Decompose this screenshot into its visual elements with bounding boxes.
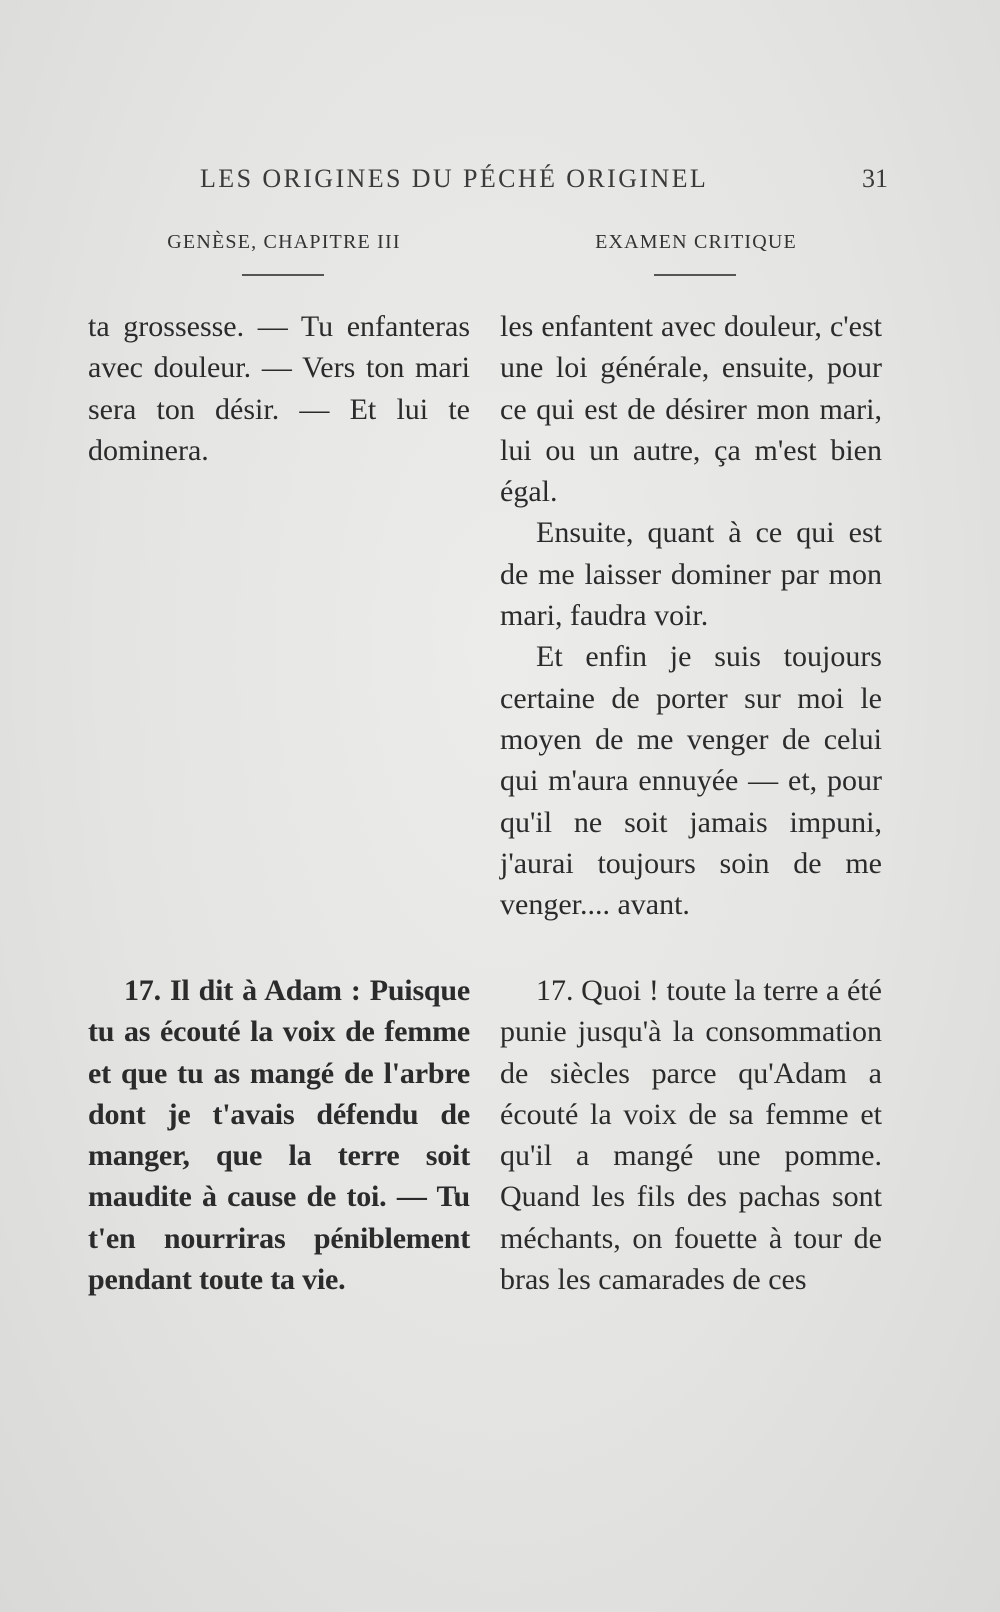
left-column-header (88, 228, 470, 276)
right-commentary-16 (500, 306, 882, 925)
left-column-heading: GENÈSE, CHAPITRE III (167, 231, 401, 253)
left-verse-17 (88, 970, 470, 1300)
left-paragraph: ta grossesse. — Tu enfanteras avec douleur. — Vers ton mari sera ton désir. — Et lui te dominera. (88, 310, 470, 467)
page-number: 31 (862, 164, 888, 193)
right-column-header (500, 228, 882, 276)
right-paragraph-2: Ensuite, quant à ce qui est de me laisser dominer par mon mari, faudra voir. (500, 516, 882, 633)
running-head (200, 164, 888, 204)
right-commentary-17 (500, 970, 882, 1300)
left-heading-rule (242, 274, 324, 276)
left-verse-17-text: 17. Il dit à Adam : Puisque tu as écouté la voix de femme et que tu as mangé de l'arbre dont je t'avais défendu de manger, que la terre soit maudite à cause de toi. — Tu t'en nourriras péniblement pendant toute ta vie. (88, 974, 470, 1297)
right-column-heading: EXAMEN CRITIQUE (595, 231, 797, 253)
right-paragraph-1: les enfantent avec douleur, c'est une loi générale, ensuite, pour ce qui est de désirer mon mari, lui ou un autre, ça m'est bien égal. (500, 310, 882, 509)
running-title: LES ORIGINES DU PÉCHÉ ORIGINEL (200, 164, 709, 193)
right-heading-rule (654, 274, 736, 276)
right-paragraph-3: Et enfin je suis toujours certaine de porter sur moi le moyen de me venger de celui qui m'aura ennuyée — et, pour qu'il ne soit jamais impuni, j'aurai toujours soin de me venger.... avant. (500, 640, 882, 922)
right-verse-17-text: 17. Quoi ! toute la terre a été punie jusqu'à la consommation de siècles parce qu'Adam a écouté la voix de sa femme et qu'il a mangé une pomme. Quand les fils des pachas sont méchants, on fouette à tour de bras les camarades de ces (500, 974, 882, 1297)
left-verse-16-tail (88, 306, 470, 471)
